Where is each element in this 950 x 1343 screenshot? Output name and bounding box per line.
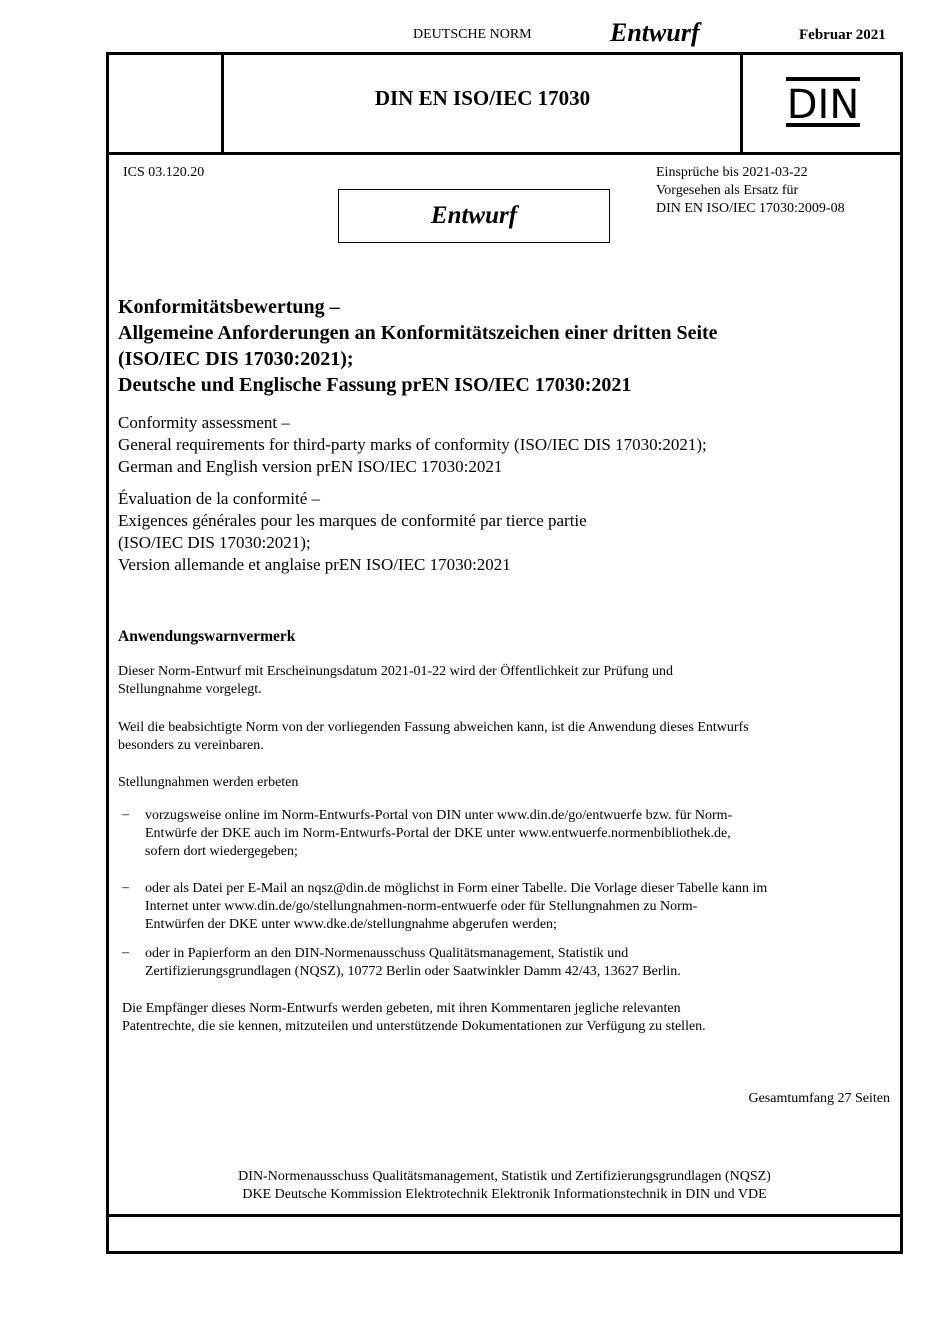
bullet-line: Entwürfe der DKE auch im Norm-Entwurfs-Portal der DKE unter www.entwuerfe.normenbibliothek.de, [145, 826, 731, 841]
title-fr-line: Exigences générales pour les marques de conformité par tierce partie [118, 511, 587, 530]
para-line: Stellungnahme vorgelegt. [118, 682, 262, 697]
bullet-line: sofern dort wiedergegeben; [145, 844, 298, 859]
para-line: Weil die beabsichtigte Norm von der vorliegenden Fassung abweichen kann, ist die Anwendung dieses Entwurfs [118, 720, 749, 735]
para-line: Dieser Norm-Entwurf mit Erscheinungsdatum 2021-01-22 wird der Öffentlichkeit zur Prüfung und [118, 664, 673, 679]
bullet-line: Internet unter www.din.de/go/stellungnahmen-norm-entwuerfe oder für Stellungnahmen zu Norm- [145, 899, 698, 914]
title-en-line: General requirements for third-party marks of conformity (ISO/IEC DIS 17030:2021); [118, 435, 707, 454]
footer-dke: DKE Deutsche Kommission Elektrotechnik Elektronik Informationstechnik in DIN und VDE [242, 1187, 767, 1202]
bullet-line: Entwürfen der DKE unter www.dke.de/stellungnahme abgerufen werden; [145, 917, 557, 932]
para-line: besonders zu vereinbaren. [118, 738, 264, 753]
para-line: Patentrechte, die sie kennen, mitzuteilen und unterstützende Dokumentationen zur Verfügung zu stellen. [122, 1019, 706, 1034]
footer-divider [106, 1214, 903, 1217]
header-col-divider-left [221, 52, 224, 155]
bullet-line: oder in Papierform an den DIN-Normenausschuss Qualitätsmanagement, Statistik und [145, 946, 629, 961]
objection-deadline: Einsprüche bis 2021-03-22 [656, 165, 808, 180]
header-col-divider-right [740, 52, 743, 155]
bullet-dash: – [122, 807, 129, 822]
bullet-line: vorzugsweise online im Norm-Entwurfs-Portal von DIN unter www.din.de/go/entwuerfe bzw. für Norm- [145, 808, 733, 823]
deutsche-norm-label: DEUTSCHE NORM [413, 27, 532, 42]
standard-number: DIN EN ISO/IEC 17030 [374, 86, 591, 110]
replacement-label: Vorgesehen als Ersatz für [656, 183, 799, 198]
title-fr-line: (ISO/IEC DIS 17030:2021); [118, 533, 311, 552]
bullet-line: oder als Datei per E-Mail an nqsz@din.de möglichst in Form einer Tabelle. Die Vorlage dieser Tabelle kann im [145, 881, 768, 896]
bullet-item-email [145, 880, 895, 934]
warning-paragraph-1 [118, 663, 893, 699]
bullet-dash: – [122, 880, 129, 895]
warning-paragraph-2 [118, 719, 893, 755]
warning-heading: Anwendungswarnvermerk [118, 628, 296, 645]
entwurf-box: Entwurf [338, 189, 610, 243]
title-de-line: (ISO/IEC DIS 17030:2021); [118, 348, 354, 370]
warning-paragraph-3: Stellungnahmen werden erbeten [118, 775, 299, 790]
header-divider [106, 152, 903, 155]
bullet-line: Zertifizierungsgrundlagen (NQSZ), 10772 Berlin oder Saatwinkler Damm 42/43, 13627 Berlin. [145, 964, 681, 979]
replacement-standard: DIN EN ISO/IEC 17030:2009-08 [656, 201, 845, 216]
para-line: Die Empfänger dieses Norm-Entwurfs werden gebeten, mit ihren Kommentaren jegliche relevanten [122, 1001, 681, 1016]
bullet-item-online [145, 807, 895, 861]
title-de-line: Deutsche und Englische Fassung prEN ISO/IEC 17030:2021 [118, 374, 632, 396]
title-de-line: Allgemeine Anforderungen an Konformitätszeichen einer dritten Seite [118, 322, 718, 344]
entwurf-top-label: Entwurf [610, 18, 700, 47]
issue-date: Februar 2021 [799, 27, 886, 43]
din-logo [786, 77, 860, 127]
total-pages: Gesamtumfang 27 Seiten [748, 1091, 890, 1106]
footer-committee: DIN-Normenausschuss Qualitätsmanagement, Statistik und Zertifizierungsgrundlagen (NQSZ) [238, 1169, 771, 1184]
din-logo-text: DIN [786, 82, 860, 127]
title-en-line: German and English version prEN ISO/IEC 17030:2021 [118, 457, 503, 476]
title-french [118, 488, 898, 576]
bullet-item-paper [145, 945, 895, 981]
ics-code: ICS 03.120.20 [123, 165, 205, 180]
title-fr-line: Version allemande et anglaise prEN ISO/IEC 17030:2021 [118, 555, 511, 574]
title-fr-line: Évaluation de la conformité – [118, 489, 321, 508]
bullet-dash: – [122, 945, 129, 960]
title-en-line: Conformity assessment – [118, 413, 290, 432]
warning-paragraph-4 [122, 1000, 897, 1036]
title-english [118, 412, 898, 478]
title-de-line: Konformitätsbewertung – [118, 296, 340, 318]
title-german [118, 294, 898, 398]
